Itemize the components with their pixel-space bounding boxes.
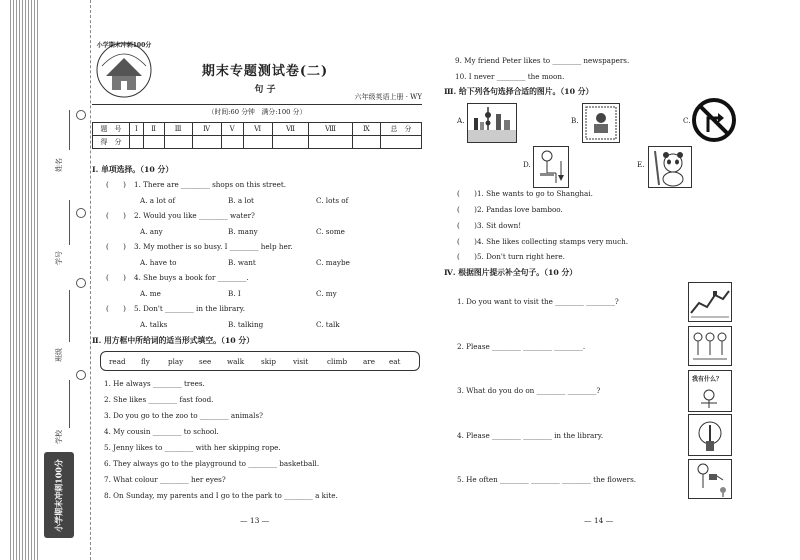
fill-sentence: 8. On Sunday, my parents and I go to the park to ________ a kite.: [104, 491, 338, 500]
option-c[interactable]: C. some: [316, 227, 345, 236]
score-cell[interactable]: [381, 136, 422, 149]
great-wall-picture: [688, 282, 732, 322]
word-item: are: [363, 357, 375, 366]
complete-sentence: 1. Do you want to visit the ________ ________?: [457, 297, 619, 306]
panda-bamboo-picture: [648, 146, 692, 188]
complete-sentence: 4. Please ________ ________ in the library.: [457, 431, 604, 440]
question-paren[interactable]: ( ): [106, 242, 126, 251]
question-paren[interactable]: ( ): [106, 304, 126, 313]
complete-sentence: 2. Please ________ ________ ________.: [457, 342, 586, 351]
page-title: 期末专题测试卷(二): [201, 64, 329, 79]
strip-pattern: [10, 0, 40, 560]
school-label: 学校: [55, 430, 63, 444]
picture-label: E.: [637, 160, 645, 169]
fill-sentence: 5. Jenny likes to ________ with her skipping rope.: [104, 443, 281, 452]
score-table-header: 题 号: [93, 123, 130, 136]
match-question[interactable]: ( )3. Sit down!: [457, 221, 522, 230]
score-cell[interactable]: [352, 136, 380, 149]
question-paren[interactable]: ( ): [106, 180, 126, 189]
class-line: [69, 290, 70, 342]
brand-badge-text: 小学期末冲刺100分: [53, 459, 64, 532]
option-c[interactable]: C. lots of: [316, 196, 349, 205]
option-b[interactable]: B. talking: [228, 320, 264, 329]
name-label: 姓名: [55, 158, 63, 172]
section1-title: Ⅰ. 单项选择。（10 分）: [92, 165, 174, 174]
question-stem: 4. She buys a book for ________.: [134, 273, 249, 282]
complete-sentence: 3. What do you do on ________ ________?: [457, 386, 601, 395]
be-quiet-picture: [688, 414, 732, 456]
option-b[interactable]: B. a lot: [228, 196, 254, 205]
fill-sentence: 10. I never ________ the moon.: [455, 72, 565, 81]
word-item: skip: [261, 357, 276, 366]
time-score-note: （时间:60 分钟 满分:100 分）: [207, 108, 307, 116]
binding-hole: [76, 208, 86, 218]
school-line: [69, 380, 70, 428]
score-col: Ⅶ: [272, 123, 308, 136]
score-col: Ⅴ: [221, 123, 243, 136]
word-item: fly: [141, 357, 150, 366]
picture-label: B.: [571, 116, 579, 125]
no-right-turn-sign: [692, 98, 736, 142]
fill-sentence: 1. He always ________ trees.: [104, 379, 205, 388]
fill-sentence: 2. She likes ________ fast food.: [104, 395, 214, 404]
score-col: Ⅱ: [143, 123, 164, 136]
match-question[interactable]: ( )5. Don't turn right here.: [457, 252, 565, 261]
score-table: [92, 122, 422, 149]
option-a[interactable]: A. talks: [140, 320, 168, 329]
score-col-total: 总 分: [381, 123, 422, 136]
score-cell[interactable]: [221, 136, 243, 149]
option-b[interactable]: B. I: [228, 289, 241, 298]
section4-title: Ⅳ. 根据图片提示补全句子。（10 分）: [444, 268, 578, 277]
word-item: play: [168, 357, 184, 366]
picture-label: D.: [523, 160, 531, 169]
word-item: read: [109, 357, 126, 366]
complete-sentence: 5. He often ________ ________ ________ the flowers.: [457, 475, 637, 484]
score-col: Ⅳ: [192, 123, 221, 136]
question-paren[interactable]: ( ): [106, 211, 126, 220]
word-item: see: [199, 357, 212, 366]
shanghai-skyline-picture: [467, 103, 517, 143]
fill-sentence: 7. What colour ________ her eyes?: [104, 475, 226, 484]
picture-caption: 我有什么？: [692, 376, 723, 383]
section3-title: Ⅲ. 给下列各句选择合适的图片。（10 分）: [444, 87, 594, 96]
name-line: [69, 110, 70, 150]
stamp-picture: [582, 103, 620, 143]
line-up-picture: [688, 326, 732, 366]
match-question[interactable]: ( )2. Pandas love bamboo.: [457, 205, 563, 214]
score-row-label: 得 分: [93, 136, 130, 149]
option-c[interactable]: C. talk: [316, 320, 340, 329]
edition-label: 六年级英语上册 · WY: [354, 93, 422, 101]
fill-sentence: 3. Do you go to the zoo to ________ animals?: [104, 411, 264, 420]
option-a[interactable]: A. a lot of: [140, 196, 176, 205]
word-item: visit: [293, 357, 309, 366]
watering-flowers-picture: [688, 459, 732, 499]
word-item: climb: [327, 357, 348, 366]
option-c[interactable]: C. my: [316, 289, 337, 298]
score-cell[interactable]: [143, 136, 164, 149]
question-stem: 1. There are ________ shops on this street.: [134, 180, 287, 189]
fill-sentence: 4. My cousin ________ to school.: [104, 427, 219, 436]
option-c[interactable]: C. maybe: [316, 258, 350, 267]
logo: [92, 40, 156, 102]
fill-sentence: 9. My friend Peter likes to ________ newspapers.: [455, 56, 630, 65]
word-item: walk: [227, 357, 245, 366]
fill-sentence: 6. They always go to the playground to ________ basketball.: [104, 459, 320, 468]
binding-hole: [76, 278, 86, 288]
brand-badge: [44, 452, 74, 538]
page-subtitle: 句 子: [254, 85, 276, 95]
score-col: Ⅲ: [164, 123, 192, 136]
option-a[interactable]: A. me: [140, 289, 161, 298]
id-line: [69, 200, 70, 245]
score-cell[interactable]: [192, 136, 221, 149]
sit-down-picture: [533, 146, 569, 188]
word-item: eat: [389, 357, 401, 366]
match-question[interactable]: ( )4. She likes collecting stamps very much.: [457, 237, 629, 246]
logo-text: 小学期末冲刺100分: [96, 42, 152, 49]
question-paren[interactable]: ( ): [106, 273, 126, 282]
score-col: Ⅰ: [130, 123, 144, 136]
picture-label: A.: [457, 116, 465, 125]
binding-hole: [76, 370, 86, 380]
option-a[interactable]: A. any: [140, 227, 163, 236]
score-col: Ⅵ: [243, 123, 272, 136]
student-id-label: 学号: [55, 251, 63, 265]
question-stem: 5. Don't ________ in the library.: [134, 304, 246, 313]
class-label: 班级: [55, 348, 63, 362]
score-cell[interactable]: [309, 136, 353, 149]
option-b[interactable]: B. want: [228, 258, 256, 267]
picture-label: C.: [683, 116, 691, 125]
question-stem: 2. Would you like ________ water?: [134, 211, 255, 220]
page-number-left: — 13 —: [240, 516, 270, 525]
score-col: Ⅸ: [352, 123, 380, 136]
score-cell[interactable]: [243, 136, 272, 149]
option-b[interactable]: B. many: [228, 227, 258, 236]
binding-strip: [0, 0, 92, 560]
match-question[interactable]: ( )1. She wants to go to Shanghai.: [457, 189, 593, 198]
cut-line: [90, 0, 91, 560]
word-box: [100, 351, 420, 371]
score-cell[interactable]: [164, 136, 192, 149]
score-cell[interactable]: [130, 136, 144, 149]
header-rule: [92, 104, 422, 105]
question-stem: 3. My mother is so busy. I ________ help her.: [134, 242, 293, 251]
binding-hole: [76, 110, 86, 120]
option-a[interactable]: A. have to: [140, 258, 177, 267]
score-col: Ⅷ: [309, 123, 353, 136]
score-cell[interactable]: [272, 136, 308, 149]
section2-title: Ⅱ. 用方框中所给词的适当形式填空。（10 分）: [92, 336, 255, 345]
weekend-picture: [688, 370, 732, 412]
page-number-right: — 14 —: [584, 516, 614, 525]
